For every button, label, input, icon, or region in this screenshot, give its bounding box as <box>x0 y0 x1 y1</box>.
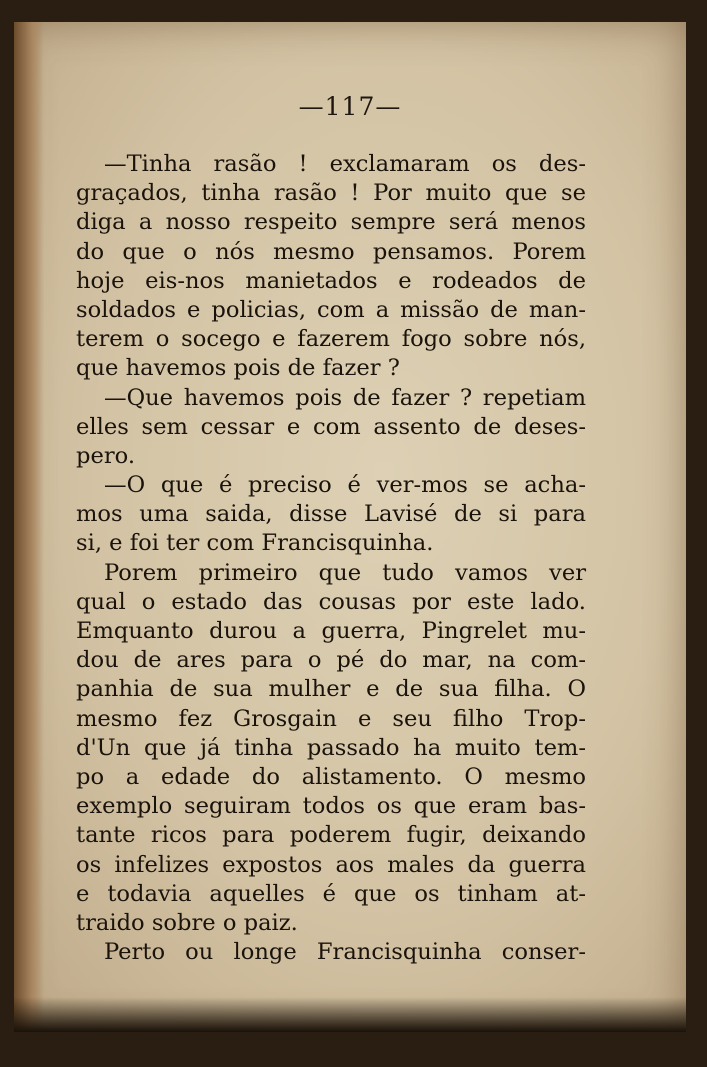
text-line: que havemos pois de fazer ? <box>76 355 400 382</box>
text-line: si, e foi ter com Francisquinha. <box>76 530 434 557</box>
text-line: —Tinha rasão ! exclamaram os des- <box>104 151 586 177</box>
text-line: traido sobre o paiz. <box>76 909 298 936</box>
text-line: Perto ou longe Francisquinha conser- <box>104 939 586 966</box>
text-line: d'Un que já tinha passado ha muito tem- <box>76 734 586 761</box>
text-line: do que o nós mesmo pensamos. Porem <box>76 238 586 265</box>
text-line: graçados, tinha rasão ! Por muito que se <box>76 180 586 207</box>
text-line: os infelizes expostos aos males da guerra <box>76 851 586 878</box>
text-line: —O que é preciso é ver-mos se acha- <box>104 472 586 499</box>
text-line: panhia de sua mulher e de sua filha. O <box>76 676 586 703</box>
book-page <box>14 22 686 1032</box>
text-line: e todavia aquelles é que os tinham at- <box>76 880 586 907</box>
text-line: dou de ares para o pé do mar, na com- <box>76 647 586 674</box>
text-line: elles sem cessar e com assento de deses- <box>76 413 586 440</box>
text-line: tante ricos para poderem fugir, deixando <box>76 822 586 849</box>
page-bottom-edge <box>14 997 686 1032</box>
book-spine-shadow <box>14 22 44 1032</box>
text-line: mos uma saida, disse Lavisé de si para <box>76 501 586 528</box>
text-line: qual o estado das cousas por este lado. <box>76 588 586 615</box>
text-line: Porem primeiro que tudo vamos ver <box>104 559 586 586</box>
text-line: po a edade do alistamento. O mesmo <box>76 763 586 790</box>
text-line: pero. <box>76 442 136 469</box>
page-number: —117— <box>298 92 402 121</box>
text-line: exemplo seguiram todos os que eram bas- <box>76 793 586 820</box>
text-line: terem o socego e fazerem fogo sobre nós, <box>76 326 586 353</box>
text-line: —Que havemos pois de fazer ? repetiam <box>104 384 586 411</box>
text-line: mesmo fez Grosgain e seu filho Trop- <box>76 705 586 732</box>
text-line: diga a nosso respeito sempre será menos <box>76 209 586 236</box>
text-line: soldados e policias, com a missão de man- <box>76 296 586 323</box>
text-line: Emquanto durou a guerra, Pingrelet mu- <box>76 618 586 644</box>
body-text <box>76 150 586 967</box>
text-line: hoje eis-nos manietados e rodeados de <box>76 267 586 294</box>
